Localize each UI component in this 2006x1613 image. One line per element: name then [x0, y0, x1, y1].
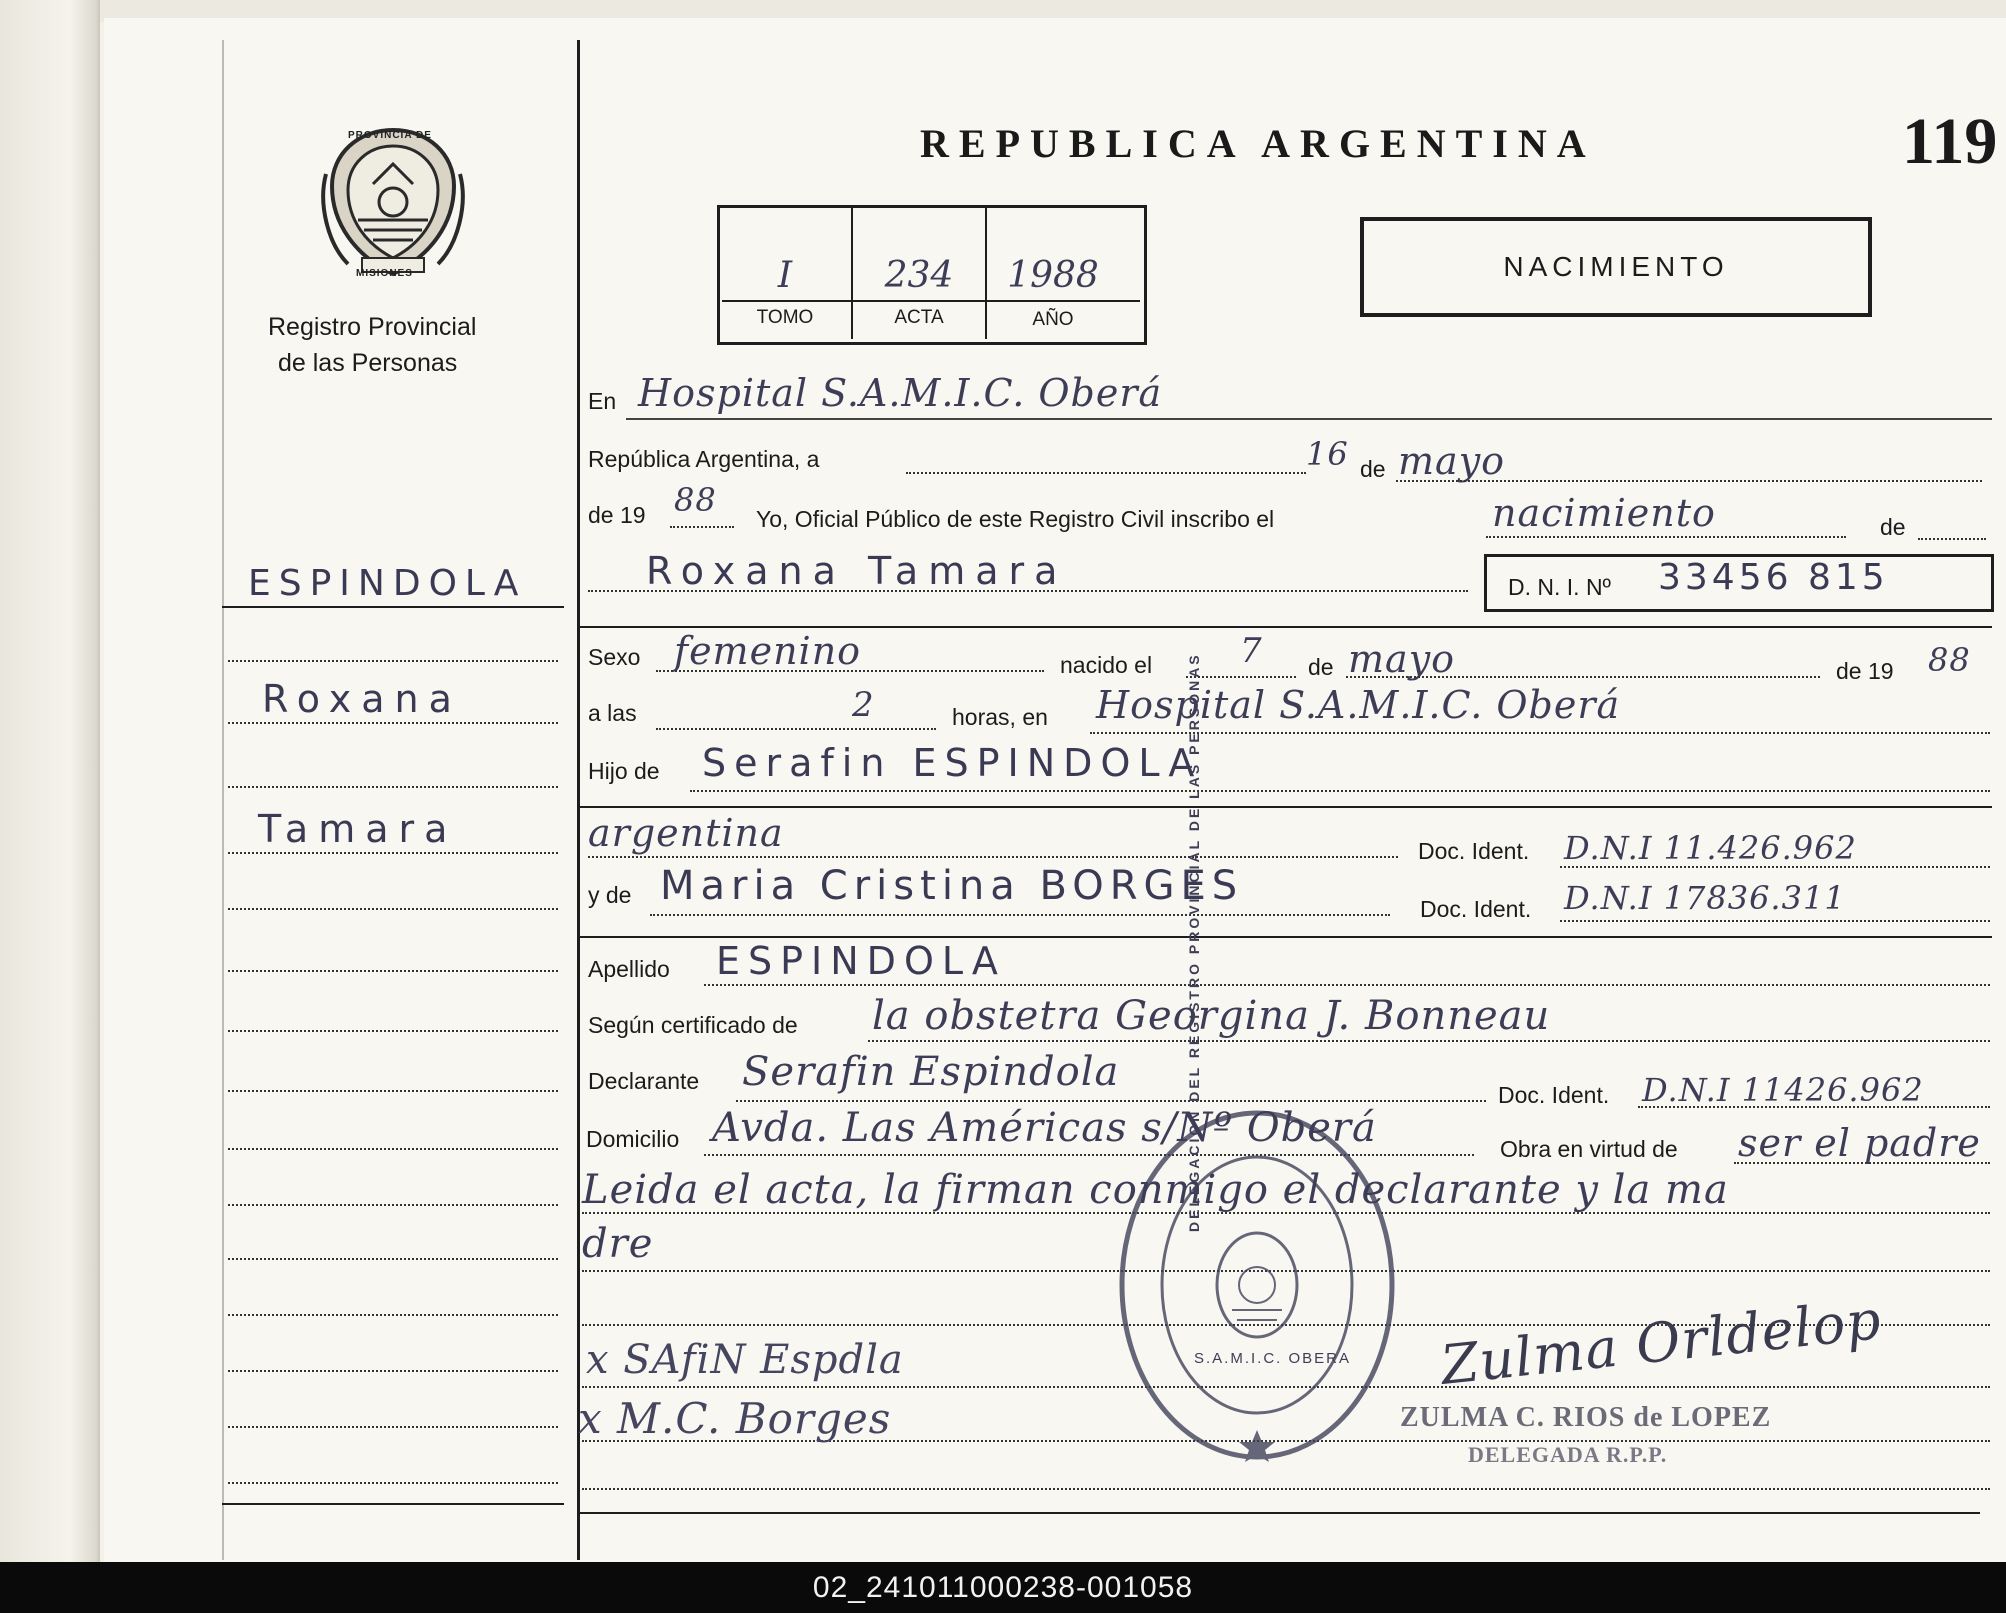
margin-rule-bottom — [222, 1503, 564, 1505]
margin-given-1: Roxana — [262, 677, 462, 721]
dni-value: 33456 815 — [1658, 557, 1889, 598]
horas-label: horas, en — [952, 704, 1048, 730]
signature-declarant: x SAfiN Espdla — [586, 1337, 904, 1383]
a-las-label: a las — [588, 700, 637, 726]
sexo-label: Sexo — [588, 644, 641, 670]
margin-surname: ESPINDOLA — [248, 563, 527, 604]
margin-rule-top — [222, 606, 564, 608]
father-doc-value: D.N.I 11.426.962 — [1564, 829, 1857, 867]
declarante-value: Serafin Espindola — [742, 1049, 1120, 1095]
country-title: REPUBLICA ARGENTINA — [920, 121, 1596, 166]
mother-doc-label: Doc. Ident. — [1420, 896, 1532, 922]
anio-label: AÑO — [1032, 309, 1074, 330]
section-rule-2 — [580, 806, 1992, 808]
birth-year-prefix: de 19 — [1836, 658, 1894, 684]
birth-year-suffix: 88 — [1928, 641, 1971, 679]
obra-label: Obra en virtud de — [1500, 1136, 1678, 1162]
day-value: 16 — [1306, 435, 1349, 473]
mother-doc-value: D.N.I 17836.311 — [1564, 879, 1846, 917]
obra-value: ser el padre — [1738, 1121, 1981, 1165]
declarante-doc-label: Doc. Ident. — [1498, 1082, 1610, 1108]
name-value: Roxana Tamara — [646, 549, 1068, 593]
closing-line-2: dre — [582, 1221, 654, 1267]
de-label: de — [1360, 456, 1386, 482]
y-de-label: y de — [588, 882, 632, 908]
tomo-label: TOMO — [756, 307, 814, 328]
sexo-value: femenino — [674, 629, 862, 673]
hijo-label: Hijo de — [588, 758, 660, 784]
official-name-stamp: ZULMA C. RIOS de LOPEZ — [1400, 1402, 1772, 1433]
page-number: 119 — [1902, 105, 1998, 178]
act-type-label: NACIMIENTO — [1503, 251, 1729, 282]
month-value: mayo — [1398, 439, 1506, 483]
event-value: nacimiento — [1492, 491, 1716, 535]
stamp-center-text: S.A.M.I.C. OBERA — [1194, 1350, 1352, 1367]
de-label-3: de — [1308, 654, 1334, 680]
record-box-divider-2 — [985, 208, 987, 339]
seal-top-text: PROVINCIA DE — [348, 130, 432, 141]
apellido-value: ESPINDOLA — [716, 939, 1006, 983]
father-nationality: argentina — [588, 811, 784, 855]
caption-text: 02_241011000238-001058 — [812, 1570, 1194, 1604]
signature-mother: x M.C. Borges — [578, 1394, 892, 1443]
place-value: Hospital S.A.M.I.C. Oberá — [638, 371, 1163, 415]
tomo-value: I — [777, 255, 793, 296]
father-name: Serafin ESPINDOLA — [702, 741, 1203, 785]
section-rule-3 — [580, 936, 1992, 938]
domicilio-label: Domicilio — [586, 1126, 680, 1152]
caption-bar — [0, 1562, 2006, 1613]
registry-line-2: de las Personas — [278, 349, 458, 377]
record-box-divider-1 — [851, 208, 853, 339]
birth-place: Hospital S.A.M.I.C. Oberá — [1096, 683, 1621, 727]
bottom-rule — [580, 1512, 1980, 1514]
official-title-stamp: DELEGADA R.P.P. — [1468, 1442, 1668, 1467]
de-label-2: de — [1880, 514, 1906, 540]
birth-day: 7 — [1240, 631, 1263, 671]
section-rule-1 — [580, 626, 1992, 628]
provincial-seal-icon — [318, 124, 468, 284]
birth-month: mayo — [1348, 637, 1456, 681]
republica-label: República Argentina, a — [588, 446, 820, 472]
anio-value: 1988 — [1007, 255, 1099, 296]
signature-official: Zulma Orldelop — [1437, 1288, 1885, 1397]
yo-text: Yo, Oficial Público de este Registro Civil inscribo el — [756, 506, 1275, 532]
margin-given-2: Tamara — [258, 807, 458, 851]
column-divider — [577, 40, 580, 1560]
declarante-label: Declarante — [588, 1068, 700, 1094]
acta-label: ACTA — [894, 307, 944, 328]
father-doc-label: Doc. Ident. — [1418, 838, 1530, 864]
closing-line-1: Leida el acta, la firman conmigo el declarante y la ma — [582, 1167, 1729, 1213]
record-box-rule — [722, 300, 1140, 302]
year-suffix: 88 — [674, 481, 717, 519]
certificate-value: la obstetra Georgina J. Bonneau — [872, 993, 1551, 1039]
declarante-doc-value: D.N.I 11426.962 — [1642, 1071, 1924, 1109]
stamp-ring-text: DELEGACION DEL REGISTRO PROVINCIAL DE LAS PERSONAS — [1186, 652, 1202, 1232]
apellido-label: Apellido — [588, 956, 670, 982]
left-margin-rule — [222, 40, 224, 1560]
seal-bottom-text: MISIONES — [356, 268, 413, 279]
domicilio-value: Avda. Las Américas s/Nº Oberá — [712, 1105, 1377, 1151]
nacido-label: nacido el — [1060, 652, 1153, 678]
segun-label: Según certificado de — [588, 1012, 798, 1038]
act-type-box — [1360, 217, 1872, 317]
hour-value: 2 — [852, 685, 875, 725]
en-label: En — [588, 388, 617, 414]
mother-name: Maria Cristina BORGES — [660, 863, 1244, 909]
acta-value: 234 — [884, 255, 954, 296]
dni-label: D. N. I. Nº — [1508, 574, 1611, 600]
year-prefix: de 19 — [588, 502, 646, 528]
registry-line-1: Registro Provincial — [268, 313, 477, 341]
previous-page-edge — [0, 0, 100, 1562]
